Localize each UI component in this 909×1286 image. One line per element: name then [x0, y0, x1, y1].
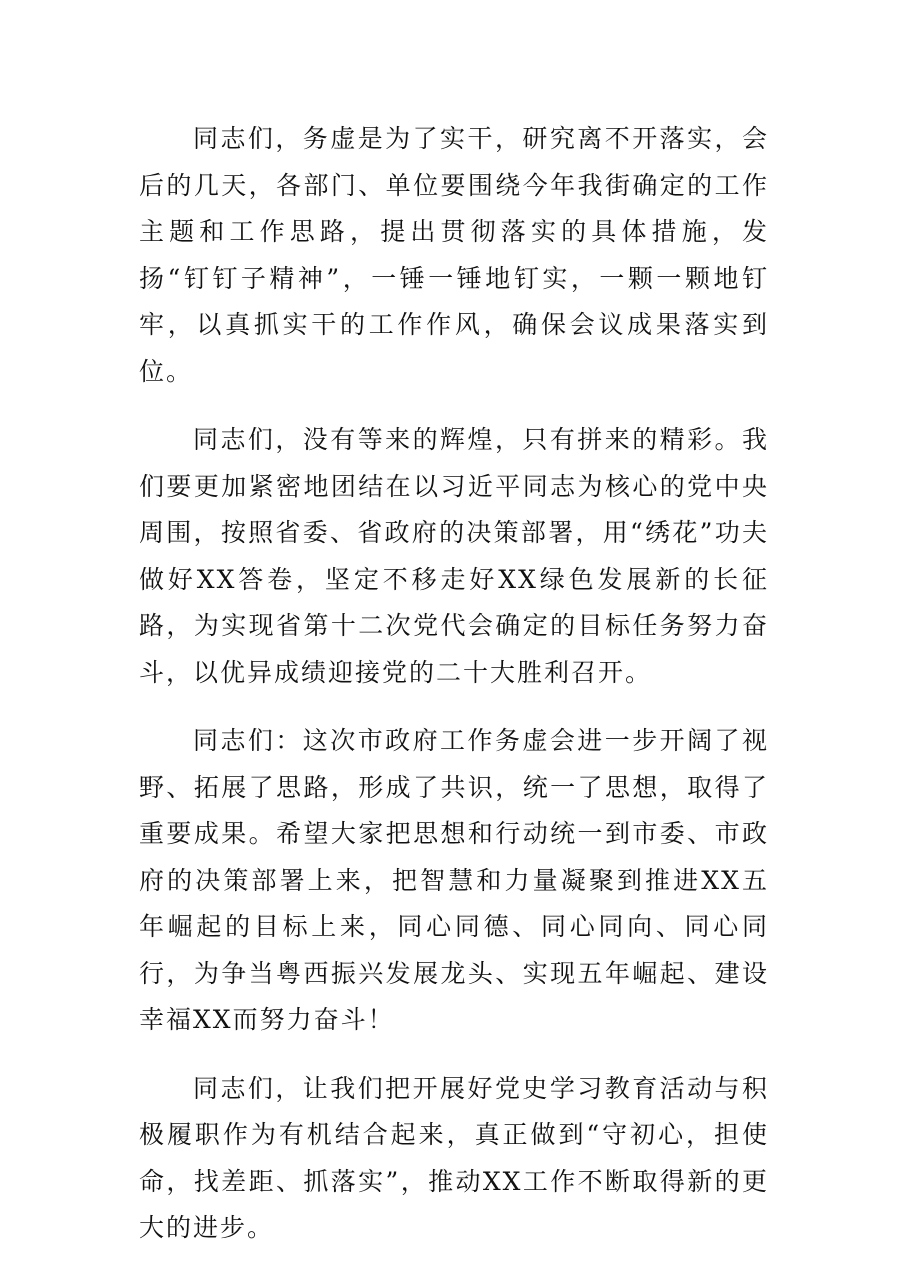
paragraph-3: 同志们：这次市政府工作务虚会进一步开阔了视野、拓展了思路，形成了共识，统一了思想，取得了重要成果。希望大家把思想和行动统一到市委、市政府的决策部署上来，把智慧和力量凝聚到推进XX五年崛起的目标上来，同心同德、同心同向、同心同行，为争当粤西振兴发展龙头、实现五年崛起、建设幸福XX而努力奋斗！: [139, 726, 769, 1034]
paragraph-4: 同志们，让我们把开展好党史学习教育活动与积极履职作为有机结合起来，真正做到“守初心，担使命，找差距、抓落实”，推动XX工作不断取得新的更大的进步。: [139, 1073, 769, 1242]
document-body: [139, 116, 769, 1274]
paragraph-2: 同志们，没有等来的辉煌，只有拼来的精彩。我们要更加紧密地团结在以习近平同志为核心的党中央周围，按照省委、省政府的决策部署，用“绣花”功夫做好XX答卷，坚定不移走好XX绿色发展新的长征路，为实现省第十二次党代会确定的目标任务努力奋斗，以优异成绩迎接党的二十大胜利召开。: [139, 425, 769, 687]
paragraph-1: 同志们，务虚是为了实干，研究离不开落实，会后的几天，各部门、单位要围绕今年我街确定的工作主题和工作思路，提出贯彻落实的具体措施，发扬“钉钉子精神”，一锤一锤地钉实，一颗一颗地钉牢，以真抓实干的工作作风，确保会议成果落实到位。: [139, 124, 769, 386]
